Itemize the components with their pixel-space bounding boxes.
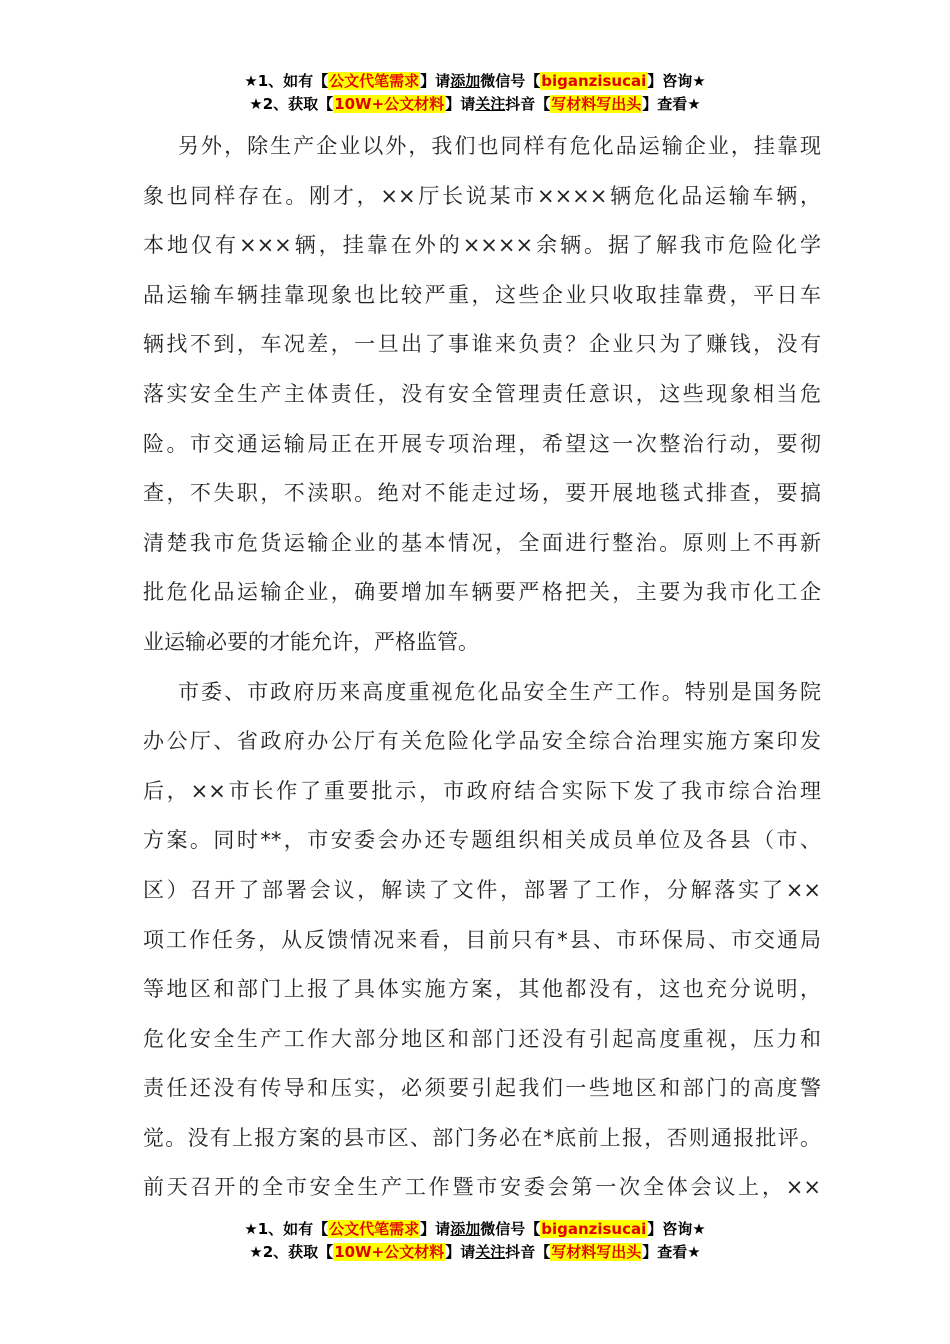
banner-highlight: 10W+公文材料 — [334, 1243, 445, 1261]
banner-highlight: 写材料写出头 — [551, 1243, 642, 1261]
banner-line-2 — [0, 93, 950, 116]
text-line: 办公厅、省政府办公厅有关危险化学品安全综合治理实施方案印发 — [143, 729, 821, 754]
text-line: 辆找不到，车况差，一旦出了事谁来负责？企业只为了赚钱，没有 — [143, 332, 821, 357]
text-line: 品运输车辆挂靠现象也比较严重，这些企业只收取挂靠费，平日车 — [143, 282, 821, 307]
paragraph — [143, 668, 821, 1214]
banner-text: ★1、如有【 — [244, 72, 329, 90]
text-line: 本地仅有×××辆，挂靠在外的××××余辆。据了解我市危险化学 — [143, 233, 821, 258]
banner-text: 】咨询★ — [647, 1220, 706, 1238]
text-line: 方案。同时**，市安委会办还专题组织相关成员单位及各县（市、 — [143, 828, 821, 853]
banner-underline-text: 关注 — [475, 1243, 506, 1261]
text-line: 危化安全生产工作大部分地区和部门还没有引起高度重视，压力和 — [143, 1026, 821, 1051]
banner-text: ★1、如有【 — [244, 1220, 329, 1238]
text-line: 责任还没有传导和压实，必须要引起我们一些地区和部门的高度警 — [143, 1076, 821, 1101]
text-line: 另外，除生产企业以外，我们也同样有危化品运输企业，挂靠现 — [178, 134, 821, 158]
banner-line-1 — [0, 70, 950, 93]
text-line: 市委、市政府历来高度重视危化品安全生产工作。特别是国务院 — [178, 679, 821, 704]
banner-text: ★2、获取【 — [249, 1243, 334, 1261]
banner-underline-text: 添加 — [450, 1220, 481, 1238]
banner-text: 抖音【 — [505, 1243, 551, 1261]
text-line: 批危化品运输企业，确要增加车辆要严格把关，主要为我市化工企 — [143, 580, 821, 605]
banner-highlight: biganzisucai — [541, 1220, 647, 1238]
banner-text: 】请 — [420, 72, 451, 90]
text-line: 落实安全生产主体责任，没有安全管理责任意识，这些现象相当危 — [143, 381, 821, 406]
text-line: 区）召开了部署会议，解读了文件，部署了工作，分解落实了×× — [143, 877, 821, 902]
banner-highlight: 公文代笔需求 — [329, 1220, 420, 1238]
text-line: 后，××市长作了重要批示，市政府结合实际下发了我市综合治理 — [143, 778, 821, 803]
text-line: 清楚我市危货运输企业的基本情况，全面进行整治。原则上不再新 — [143, 530, 821, 555]
banner-text: ★2、获取【 — [249, 95, 334, 113]
banner-text: 微信号【 — [480, 1220, 541, 1238]
banner-highlight: 10W+公文材料 — [334, 95, 445, 113]
banner-line-2 — [0, 1241, 950, 1264]
banner-text: 】咨询★ — [647, 72, 706, 90]
banner-highlight: 写材料写出头 — [551, 95, 642, 113]
text-line: 险。市交通运输局正在开展专项治理，希望这一次整治行动，要彻 — [143, 431, 821, 456]
banner-text: 】请 — [445, 1243, 476, 1261]
banner-text: 】请 — [420, 1220, 451, 1238]
document-body — [143, 122, 821, 1213]
banner-text: 微信号【 — [480, 72, 541, 90]
banner-underline-text: 添加 — [450, 72, 481, 90]
banner-line-1 — [0, 1218, 950, 1241]
text-line: 等地区和部门上报了具体实施方案，其他都没有，这也充分说明， — [143, 977, 821, 1002]
header-banner — [0, 70, 950, 116]
banner-text: 抖音【 — [505, 95, 551, 113]
text-line: 项工作任务，从反馈情况来看，目前只有*县、市环保局、市交通局 — [143, 927, 821, 952]
text-line: 象也同样存在。刚才，××厅长说某市××××辆危化品运输车辆， — [143, 183, 821, 208]
banner-highlight: biganzisucai — [541, 72, 647, 90]
text-line: 业运输必要的才能允许，严格监管。 — [143, 629, 479, 654]
text-line: 觉。没有上报方案的县市区、部门务必在*底前上报，否则通报批评。 — [143, 1125, 821, 1150]
footer-banner — [0, 1218, 950, 1264]
banner-text: 】查看★ — [642, 1243, 701, 1261]
text-line: 查，不失职，不渎职。绝对不能走过场，要开展地毯式排查，要搞 — [143, 481, 821, 506]
banner-highlight: 公文代笔需求 — [329, 72, 420, 90]
paragraph — [143, 122, 821, 668]
banner-underline-text: 关注 — [475, 95, 506, 113]
banner-text: 】查看★ — [642, 95, 701, 113]
text-line: 前天召开的全市安全生产工作暨市安委会第一次全体会议上，×× — [143, 1175, 821, 1200]
banner-text: 】请 — [445, 95, 476, 113]
